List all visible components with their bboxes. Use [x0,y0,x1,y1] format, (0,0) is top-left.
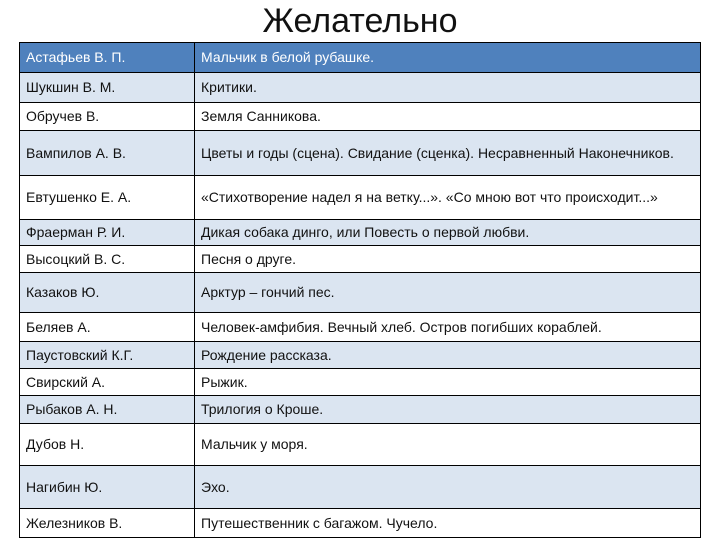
table-row [20,103,701,131]
author-cell: Дубов Н. [20,424,195,466]
works-cell: Дикая собака динго, или Повесть о первой любви. [195,220,701,246]
table-row [20,424,701,466]
page-title: Желательно [262,2,458,40]
author-cell: Обручев В. [20,103,195,131]
author-cell: Железников В. [20,509,195,538]
table-row [20,273,701,313]
works-cell: Цветы и годы (сцена). Свидание (сценка). Несравненный Наконечников. [195,131,701,176]
author-cell: Высоцкий В. С. [20,246,195,273]
author-cell: Астафьев В. П. [20,43,195,73]
author-cell: Свирский А. [20,369,195,396]
table-row [20,176,701,220]
author-cell: Казаков Ю. [20,273,195,313]
author-cell: Нагибин Ю. [20,466,195,509]
works-cell: Рождение рассказа. [195,342,701,369]
author-cell: Вампилов А. В. [20,131,195,176]
works-cell: Арктур – гончий пес. [195,273,701,313]
author-cell: Паустовский К.Г. [20,342,195,369]
table-row [20,369,701,396]
works-cell: Трилогия о Кроше. [195,396,701,424]
works-cell: «Стихотворение надел я на ветку...». «Со мною вот что происходит...» [195,176,701,220]
works-cell: Критики. [195,73,701,103]
table-row [20,466,701,509]
author-cell: Беляев А. [20,313,195,342]
table-row [20,220,701,246]
reading-list-table [19,42,701,538]
works-cell: Путешественник с багажом. Чучело. [195,509,701,538]
table-row [20,396,701,424]
author-cell: Рыбаков А. Н. [20,396,195,424]
works-cell: Эхо. [195,466,701,509]
table-row [20,509,701,538]
author-cell: Фраерман Р. И. [20,220,195,246]
author-cell: Евтушенко Е. А. [20,176,195,220]
works-cell: Мальчик в белой рубашке. [195,43,701,73]
table-row [20,342,701,369]
table-row [20,131,701,176]
works-cell: Мальчик у моря. [195,424,701,466]
author-cell: Шукшин В. М. [20,73,195,103]
table-row [20,313,701,342]
table-row [20,73,701,103]
works-cell: Песня о друге. [195,246,701,273]
works-cell: Рыжик. [195,369,701,396]
works-cell: Человек-амфибия. Вечный хлеб. Остров погибших кораблей. [195,313,701,342]
table-row [20,246,701,273]
table-row [20,43,701,73]
works-cell: Земля Санникова. [195,103,701,131]
